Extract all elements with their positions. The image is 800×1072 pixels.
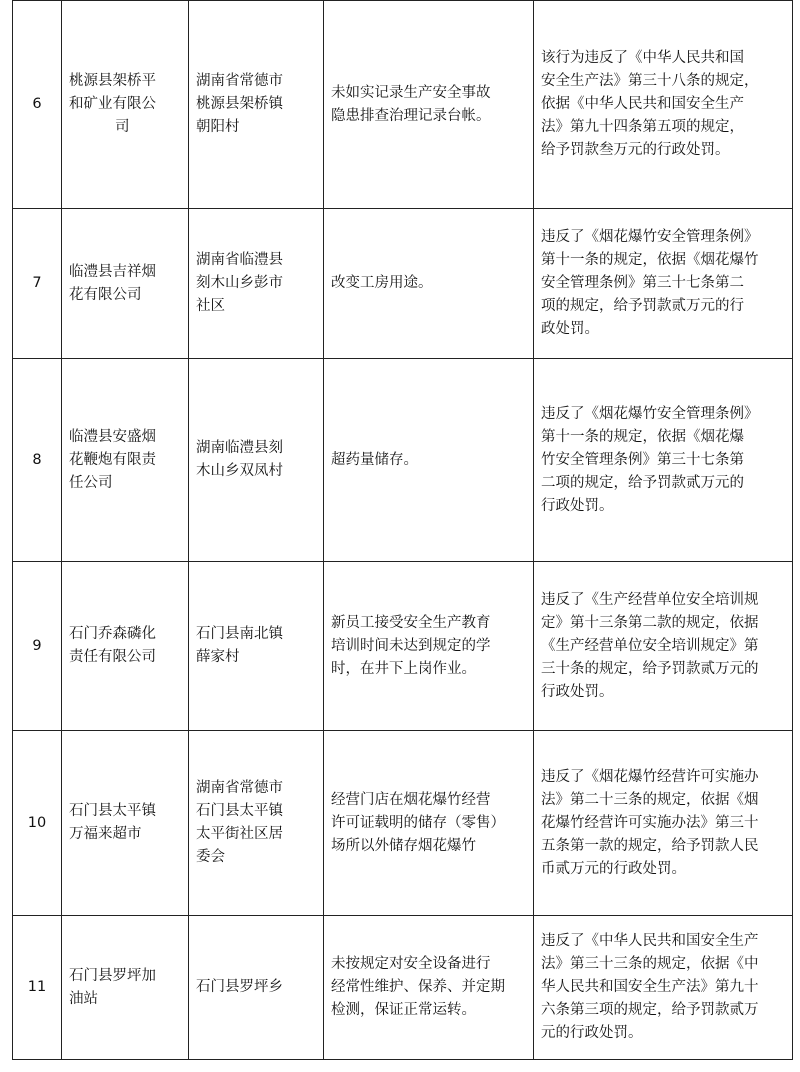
violation-line: 许可证载明的储存（零售） (331, 814, 505, 831)
penalty-basis-line: 华人民共和国安全生产法》第九十 (541, 979, 759, 995)
penalty-basis-line: 法》第二十三条的规定，依据《烟 (541, 791, 759, 808)
violation-cell (324, 731, 534, 916)
company-name-line: 花有限公司 (69, 286, 142, 303)
penalty-basis-line: 定》第十三条第二款的规定，依据 (541, 614, 759, 631)
address-line: 湖南省常德市 (196, 73, 283, 89)
company-name-line: 临澧县吉祥烟 (69, 263, 156, 280)
address-cell (189, 916, 324, 1060)
row-number: 9 (13, 562, 62, 731)
company-name-cell (62, 359, 189, 562)
penalty-table (12, 0, 793, 1060)
violation-line: 改变工房用途。 (331, 275, 433, 291)
violation-cell (324, 562, 534, 731)
penalty-basis-cell (534, 1, 793, 209)
company-name-line: 和矿业有限公 (69, 96, 156, 112)
company-name-line: 临澧县安盛烟 (69, 428, 156, 445)
penalty-basis-line: 第十一条的规定，依据《烟花爆竹 (541, 252, 759, 268)
address-cell (189, 731, 324, 916)
penalty-basis-line: 依据《中华人民共和国安全生产 (541, 96, 744, 112)
address-cell (189, 1, 324, 209)
company-name-line: 桃源县架桥平 (69, 73, 156, 89)
row-number: 10 (13, 731, 62, 916)
penalty-basis-line: 法》第三十三条的规定，依据《中 (541, 956, 759, 972)
row-number: 6 (13, 1, 62, 209)
penalty-basis-line: 六条第三项的规定，给予罚款贰万 (541, 1002, 759, 1018)
company-name-line: 油站 (69, 990, 98, 1007)
address-line: 木山乡双凤村 (196, 463, 283, 479)
table-row (13, 562, 793, 731)
table-row (13, 209, 793, 359)
violation-line: 场所以外储存烟花爆竹 (331, 837, 476, 854)
penalty-basis-line: 币贰万元的行政处罚。 (541, 860, 686, 877)
penalty-basis-line: 给予罚款叁万元的行政处罚。 (541, 142, 730, 158)
company-name-cell (62, 916, 189, 1060)
address-line: 石门县罗坪乡 (196, 979, 283, 995)
address-line: 朝阳村 (196, 119, 240, 135)
violation-line: 隐患排查治理记录台帐。 (331, 107, 491, 124)
penalty-basis-line: 《生产经营单位安全培训规定》第 (541, 637, 759, 654)
violation-line: 时，在井下上岗作业。 (331, 660, 476, 677)
violation-cell (324, 209, 534, 359)
address-cell (189, 209, 324, 359)
penalty-basis-line: 行政处罚。 (541, 683, 614, 700)
address-line: 薛家村 (196, 649, 240, 665)
address-cell (189, 359, 324, 562)
penalty-basis-cell (534, 731, 793, 916)
penalty-basis-line: 法》第九十四条第五项的规定， (541, 119, 744, 135)
penalty-basis-line: 违反了《烟花爆竹经营许可实施办 (541, 768, 759, 785)
company-name-cell (62, 209, 189, 359)
company-name-line: 石门乔森磷化 (69, 626, 156, 642)
company-name-line: 任公司 (69, 474, 113, 491)
penalty-basis-cell (534, 562, 793, 731)
violation-line: 培训时间未达到规定的学 (331, 637, 491, 654)
penalty-basis-line: 违反了《中华人民共和国安全生产 (541, 933, 759, 949)
address-line: 委会 (196, 849, 225, 865)
address-line: 刻木山乡彭市 (196, 275, 283, 291)
violation-line: 经常性维护、保养、并定期 (331, 979, 505, 995)
table-row (13, 1, 793, 209)
penalty-basis-line: 二项的规定，给予罚款贰万元的 (541, 474, 744, 491)
penalty-basis-line: 政处罚。 (541, 321, 599, 337)
address-line: 湖南省常德市 (196, 780, 283, 796)
company-name-cell (62, 731, 189, 916)
address-line: 石门县南北镇 (196, 626, 283, 642)
violation-cell (324, 1, 534, 209)
violation-line: 检测，保证正常运转。 (331, 1002, 476, 1018)
company-name-cell (62, 1, 189, 209)
address-line: 社区 (196, 298, 225, 314)
company-name-line: 石门县罗坪加 (69, 967, 156, 984)
violation-line: 未按规定对安全设备进行 (331, 956, 491, 972)
penalty-basis-line: 项的规定，给予罚款贰万元的行 (541, 298, 744, 314)
penalty-basis-cell (534, 209, 793, 359)
penalty-basis-line: 违反了《生产经营单位安全培训规 (541, 591, 759, 608)
penalty-basis-cell (534, 359, 793, 562)
penalty-basis-line: 五条第一款的规定，给予罚款人民 (541, 837, 759, 854)
violation-line: 超药量储存。 (331, 451, 418, 468)
address-line: 石门县太平镇 (196, 803, 283, 819)
row-number: 11 (13, 916, 62, 1060)
penalty-basis-line: 三十条的规定，给予罚款贰万元的 (541, 660, 759, 677)
company-name-line: 万福来超市 (69, 826, 142, 842)
penalty-basis-cell (534, 916, 793, 1060)
penalty-basis-line: 安全生产法》第三十八条的规定， (541, 73, 759, 89)
address-line: 湖南省临澧县 (196, 252, 283, 268)
penalty-basis-line: 该行为违反了《中华人民共和国 (541, 50, 744, 66)
address-line: 湖南临澧县刻 (196, 440, 283, 456)
company-name-line: 司 (115, 119, 130, 135)
company-name-line: 花鞭炮有限责 (69, 451, 156, 468)
company-name-cell (62, 562, 189, 731)
table-row (13, 359, 793, 562)
penalty-basis-line: 竹安全管理条例》第三十七条第 (541, 451, 744, 468)
penalty-basis-line: 违反了《烟花爆竹安全管理条例》 (541, 229, 759, 245)
row-number: 7 (13, 209, 62, 359)
violation-line: 未如实记录生产安全事故 (331, 84, 491, 101)
company-name-line: 石门县太平镇 (69, 803, 156, 819)
penalty-basis-line: 行政处罚。 (541, 497, 614, 514)
penalty-basis-line: 元的行政处罚。 (541, 1025, 643, 1041)
penalty-basis-line: 安全管理条例》第三十七条第二 (541, 275, 744, 291)
violation-line: 新员工接受安全生产教育 (331, 614, 491, 631)
penalty-basis-line: 违反了《烟花爆竹安全管理条例》 (541, 405, 759, 422)
table-row (13, 916, 793, 1060)
company-name-line: 责任有限公司 (69, 649, 156, 665)
table-row (13, 731, 793, 916)
address-cell (189, 562, 324, 731)
row-number: 8 (13, 359, 62, 562)
violation-line: 经营门店在烟花爆竹经营 (331, 791, 491, 808)
violation-cell (324, 359, 534, 562)
penalty-basis-line: 花爆竹经营许可实施办法》第三十 (541, 814, 759, 831)
address-line: 太平街社区居 (196, 826, 283, 842)
address-line: 桃源县架桥镇 (196, 96, 283, 112)
penalty-basis-line: 第十一条的规定，依据《烟花爆 (541, 428, 744, 445)
violation-cell (324, 916, 534, 1060)
